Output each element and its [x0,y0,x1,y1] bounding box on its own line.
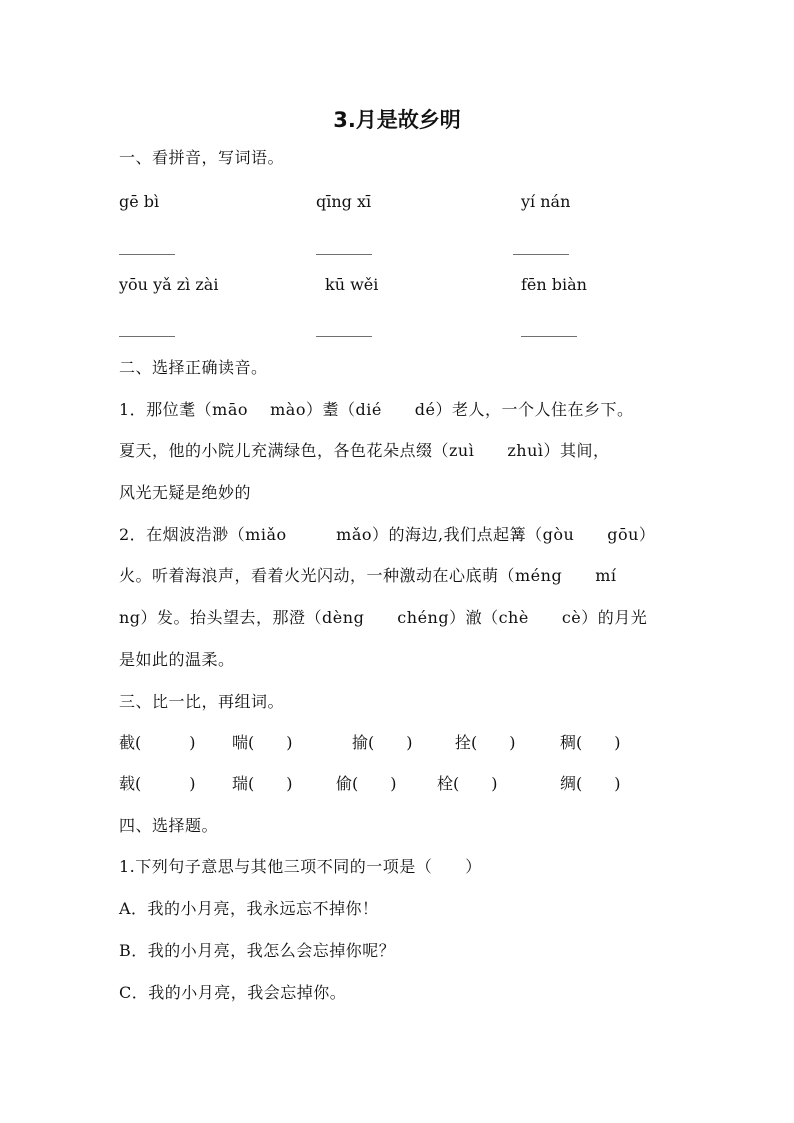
text-line: 风光无疑是绝妙的 [119,483,252,502]
section3-heading: 三、比一比，再组词。 [119,692,285,711]
word-compare-item: 绸( ) [560,774,621,793]
answer-blank[interactable]: _______ [316,318,372,337]
word-compare-item: 喘( ) [232,733,293,752]
option-a[interactable]: A．我的小月亮，我永远忘不掉你！ [119,899,379,918]
word-compare-item: 载( ) [119,774,196,793]
section4-heading: 四、选择题。 [119,816,219,835]
answer-blank[interactable]: _______ [513,236,569,255]
section2-heading: 二、选择正确读音。 [119,358,268,377]
answer-blank[interactable]: _______ [119,318,175,337]
word-compare-item: 截( ) [119,733,196,752]
text-line: 是如此的温柔。 [119,650,235,669]
page-title: 3.月是故乡明 [333,108,461,132]
text-line: 火。听着海浪声，看着火光闪动，一种激动在心底萌（méng mí [119,566,617,585]
pinyin-item: fēn biàn [521,275,587,294]
text-line: 夏天，他的小院儿充满绿色，各色花朵点缀（zuì zhuì）其间， [119,441,610,460]
option-b[interactable]: B．我的小月亮，我怎么会忘掉你呢？ [119,941,396,960]
pinyin-item: yí nán [521,192,571,211]
answer-blank[interactable]: _______ [119,236,175,255]
pinyin-item: yōu yǎ zì zài [119,275,219,294]
answer-blank[interactable]: _______ [521,318,577,337]
question-text: 1.下列句子意思与其他三项不同的一项是（ ） [119,857,482,876]
text-line: 1．那位耄（māo mào）耋（dié dé）老人，一个人住在乡下。 [119,400,634,419]
word-compare-item: 揄( ) [352,733,413,752]
word-compare-item: 瑞( ) [232,774,293,793]
pinyin-item: gē bì [119,192,160,211]
option-c[interactable]: C．我的小月亮，我会忘掉你。 [119,983,347,1002]
word-compare-item: 稠( ) [560,733,621,752]
word-compare-item: 栓( ) [437,774,498,793]
word-compare-item: 拴( ) [455,733,516,752]
word-compare-item: 偷( ) [336,774,397,793]
pinyin-item: kū wěi [325,275,379,294]
text-line: ng）发。抬头望去，那澄（dèng chéng）澈（chè cè）的月光 [119,608,648,627]
section1-heading: 一、看拼音，写词语。 [119,148,285,167]
text-line: 2．在烟波浩渺（miǎo mǎo）的海边,我们点起篝（gòu gōu） [119,525,656,544]
pinyin-item: qīng xī [316,192,372,211]
answer-blank[interactable]: _______ [316,236,372,255]
